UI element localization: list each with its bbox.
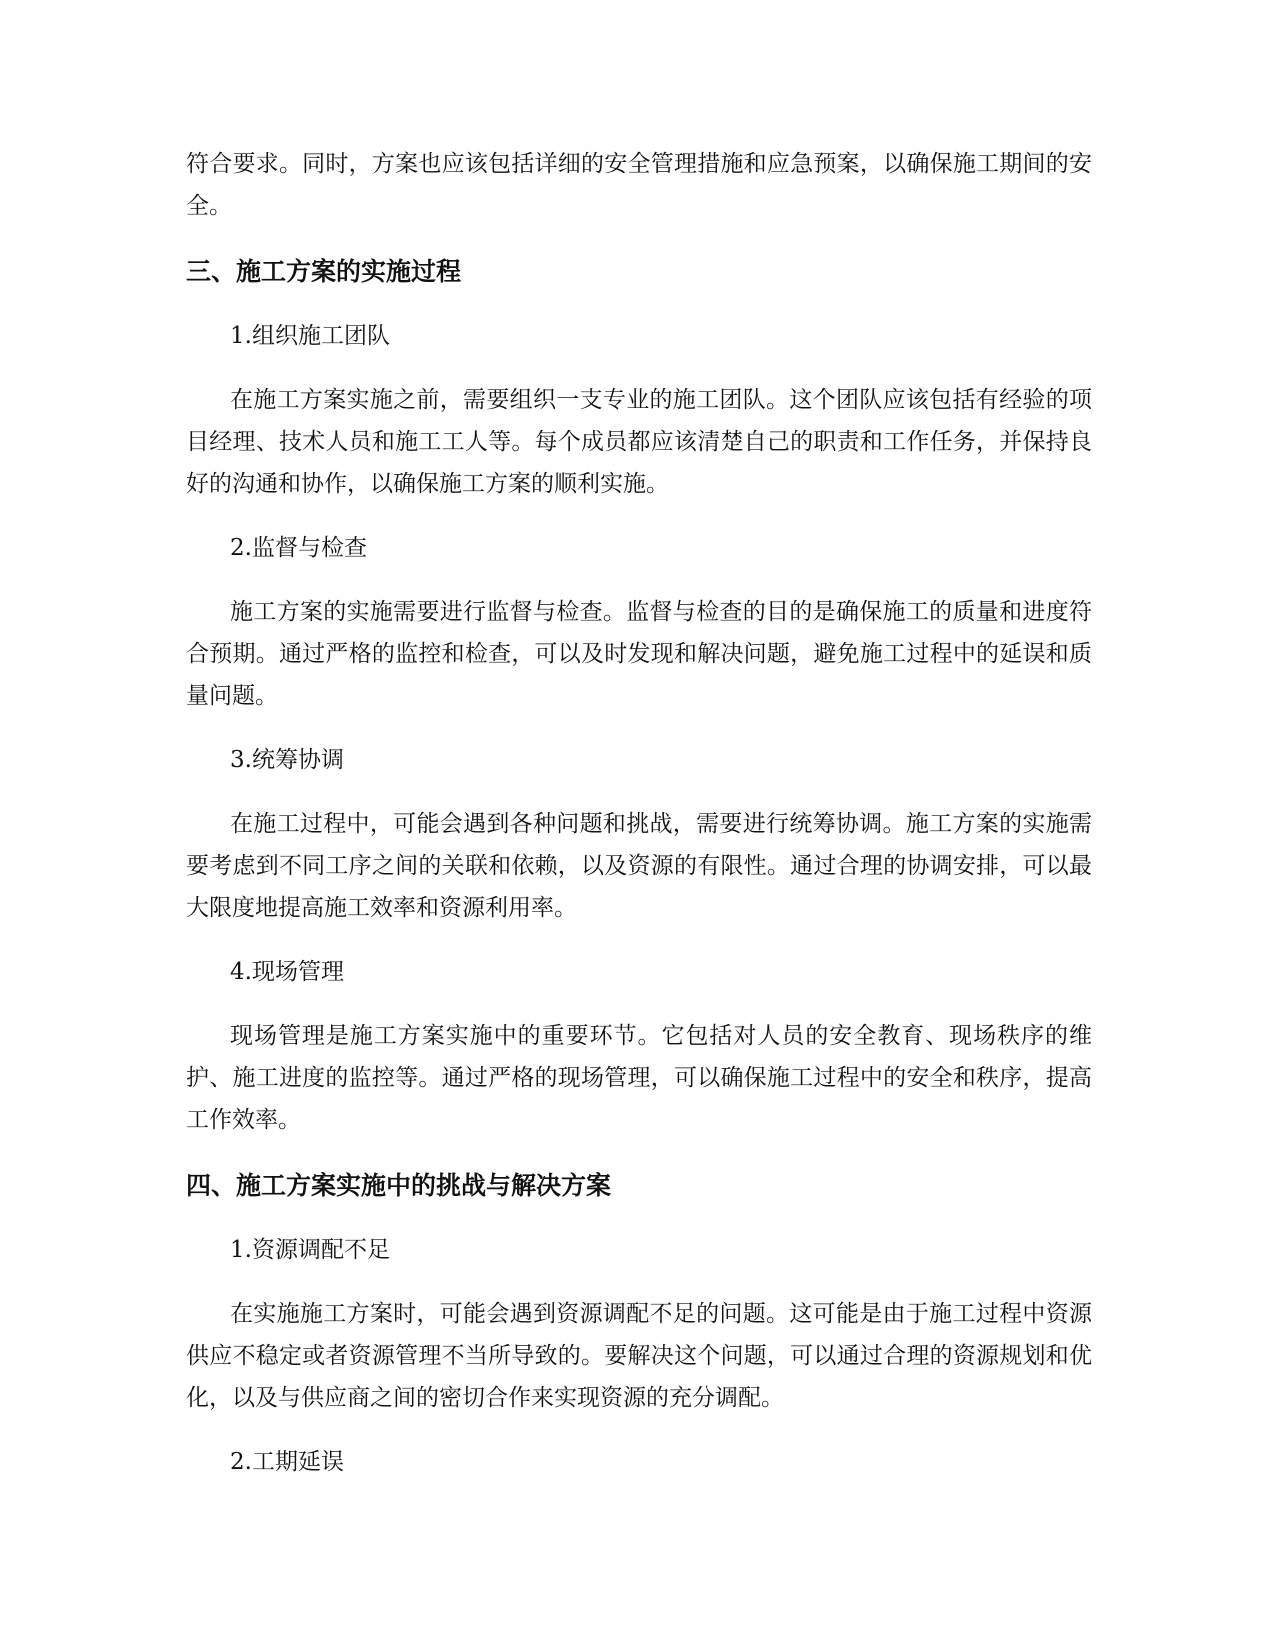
section-3-item-2-title: 2.监督与检查: [230, 535, 367, 561]
section-3-item-2-text: 施工方案的实施需要进行监督与检查。监督与检查的目的是确保施工的质量和进度符合预期。通过严格的监控和检查，可以及时发现和解决问题，避免施工过程中的延误和质量问题。: [186, 599, 1092, 709]
section-3-heading: 三、施工方案的实施过程: [186, 257, 462, 286]
section-4-heading: 四、施工方案实施中的挑战与解决方案: [186, 1171, 612, 1200]
intro-paragraph: 符合要求。同时，方案也应该包括详细的安全管理措施和应急预案，以确保施工期间的安全。: [186, 151, 1092, 219]
section-3-item-3-text: 在施工过程中，可能会遇到各种问题和挑战，需要进行统筹协调。施工方案的实施需要考虑到不同工序之间的关联和依赖，以及资源的有限性。通过合理的协调安排，可以最大限度地提高施工效率和资源利用率。: [186, 811, 1092, 921]
section-3-item-1-title: 1.组织施工团队: [230, 323, 390, 349]
section-4-item-1-text: 在实施施工方案时，可能会遇到资源调配不足的问题。这可能是由于施工过程中资源供应不稳定或者资源管理不当所导致的。要解决这个问题，可以通过合理的资源规划和优化，以及与供应商之间的密切合作来实现资源的充分调配。: [186, 1301, 1092, 1411]
document-page: [186, 143, 1092, 1483]
section-4-item-1-title: 1.资源调配不足: [230, 1237, 390, 1263]
section-3-item-1-text: 在施工方案实施之前，需要组织一支专业的施工团队。这个团队应该包括有经验的项目经理、技术人员和施工工人等。每个成员都应该清楚自己的职责和工作任务，并保持良好的沟通和协作，以确保施工方案的顺利实施。: [186, 387, 1092, 497]
section-3-item-3-title: 3.统筹协调: [230, 747, 344, 773]
section-3-item-4-text: 现场管理是施工方案实施中的重要环节。它包括对人员的安全教育、现场秩序的维护、施工进度的监控等。通过严格的现场管理，可以确保施工过程中的安全和秩序，提高工作效率。: [186, 1023, 1092, 1133]
section-3-item-4-title: 4.现场管理: [230, 959, 344, 985]
section-4-item-2-title: 2.工期延误: [230, 1449, 344, 1475]
